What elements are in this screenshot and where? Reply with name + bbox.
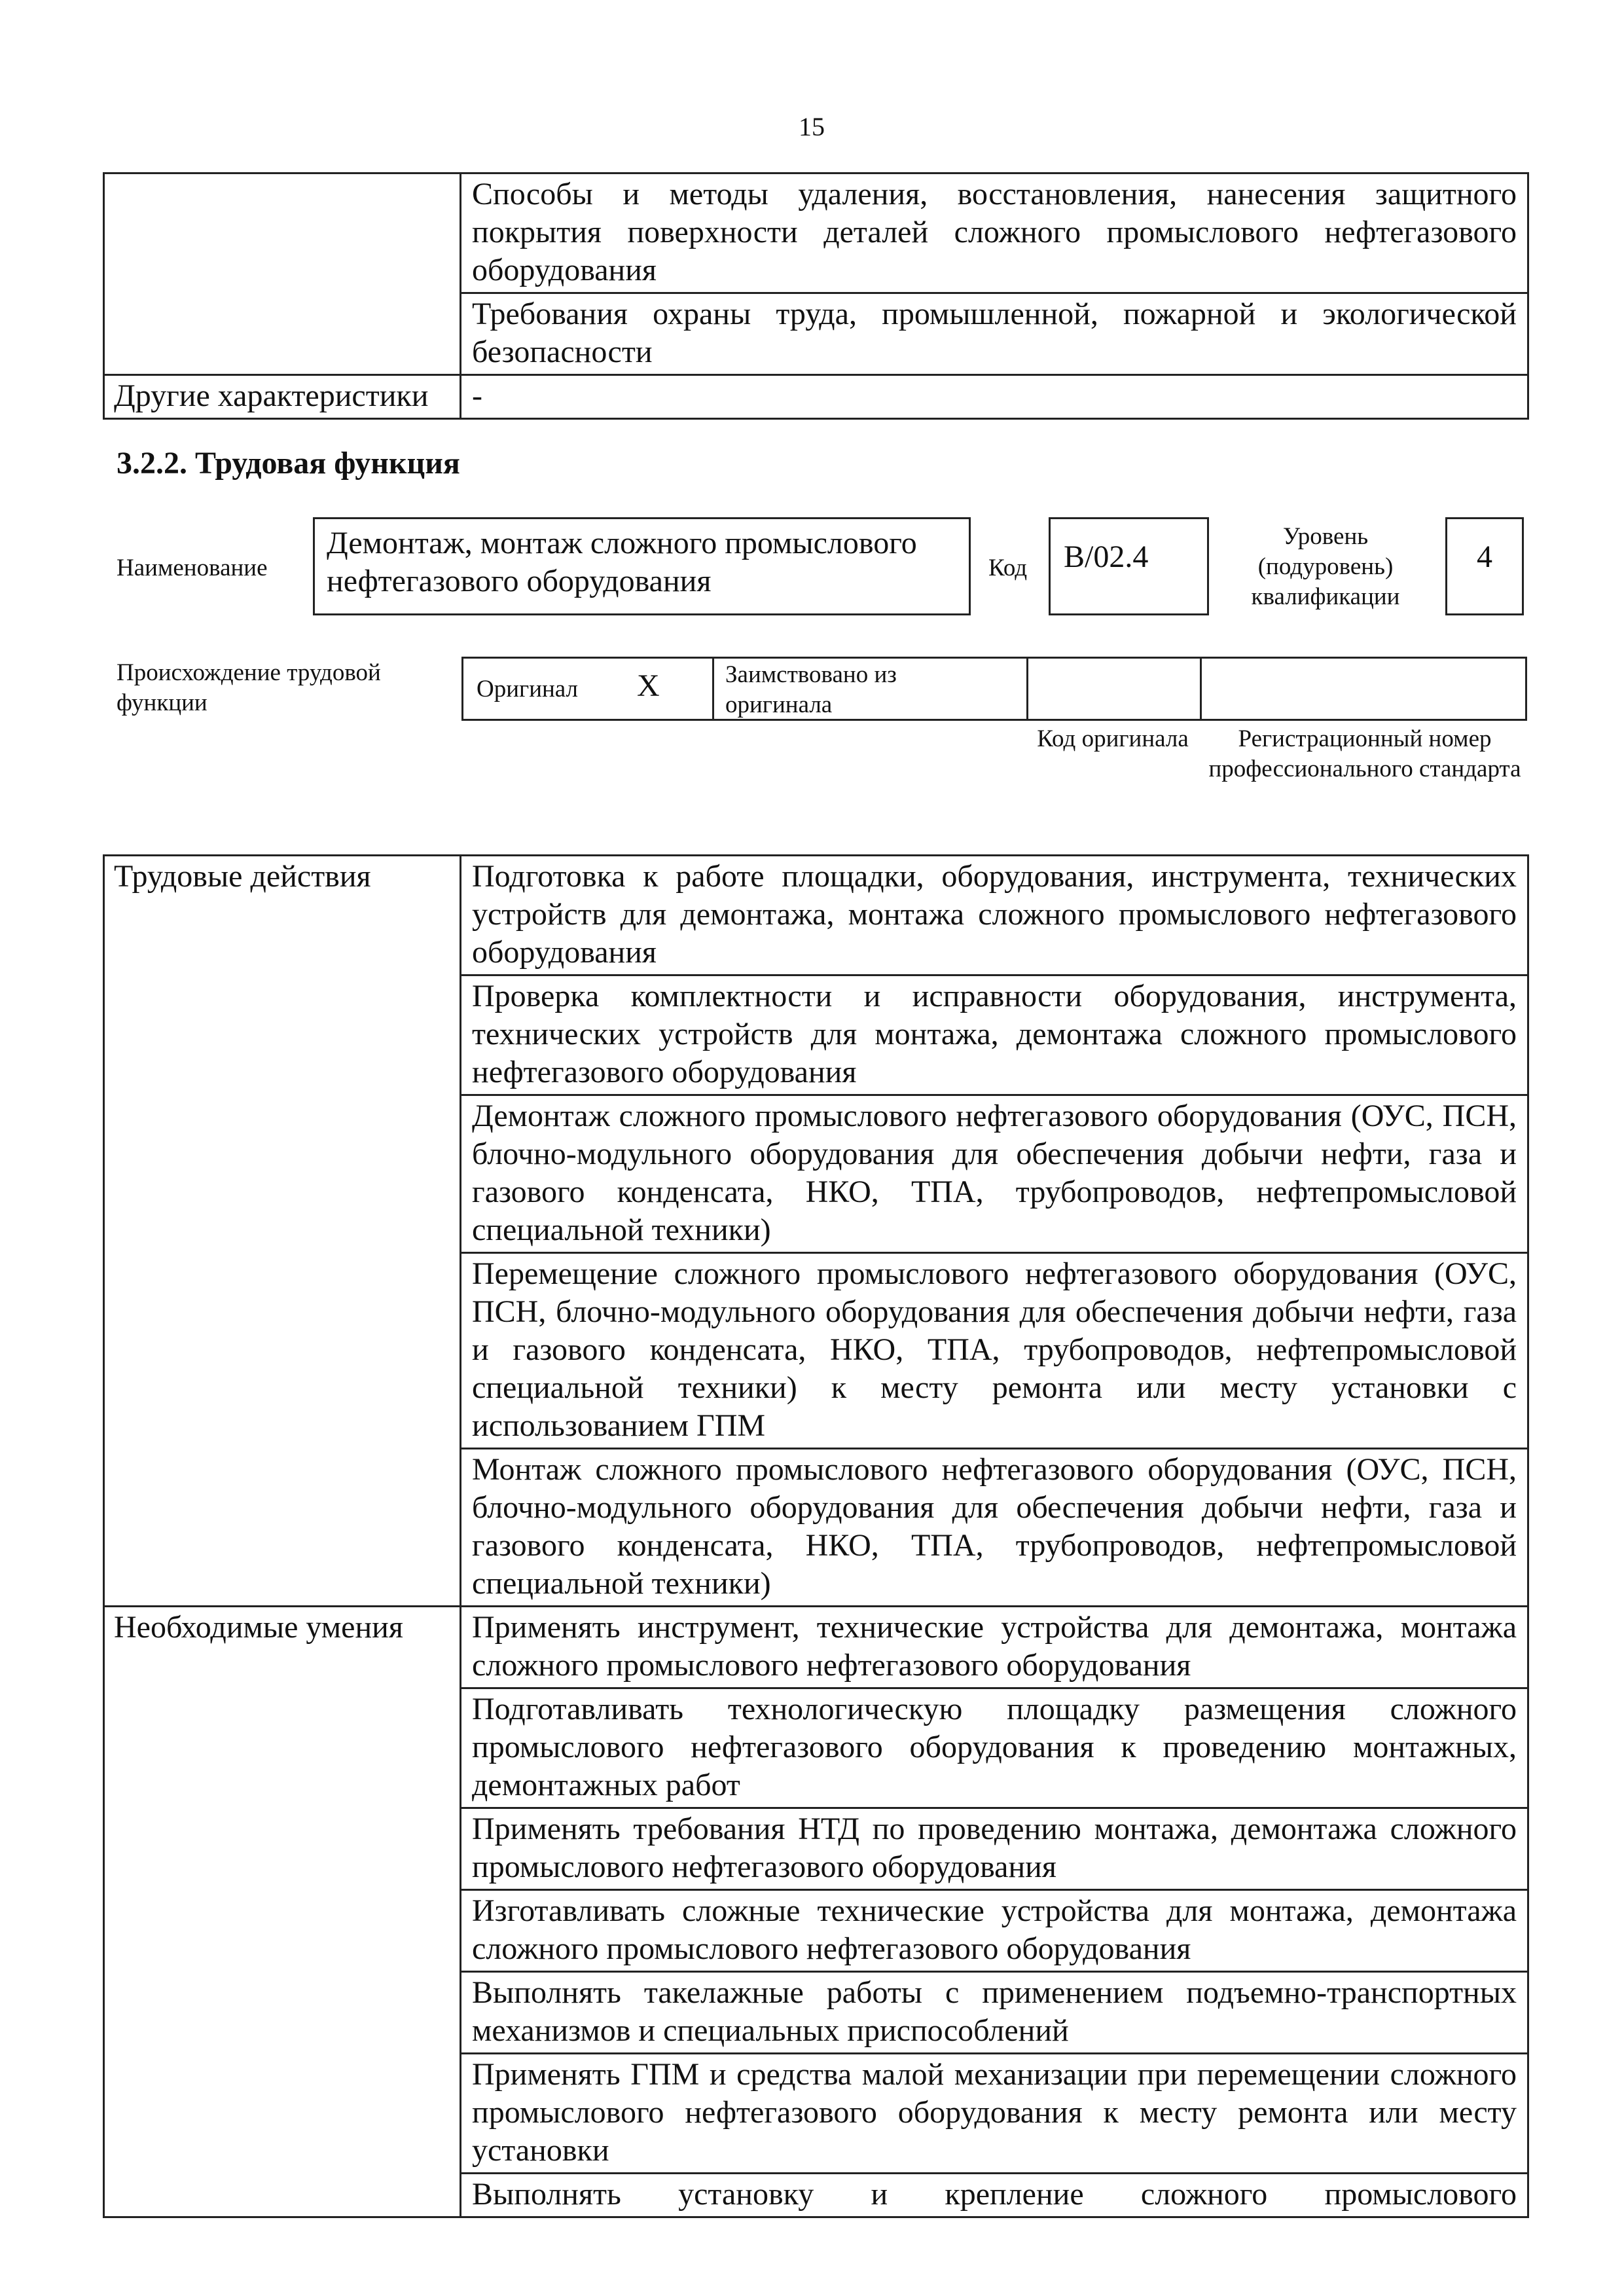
skill-row: Применять требования НТД по проведению монтажа, демонтажа сложного промыслового нефтегазового оборудования xyxy=(461,1808,1528,1890)
skills-label: Необходимые умения xyxy=(104,1607,461,2217)
origin-divider xyxy=(712,659,714,719)
level-value: 4 xyxy=(1477,539,1492,574)
skill-row: Выполнять установку и крепление сложного промыслового xyxy=(461,2174,1528,2217)
skill-row: Изготавливать сложные технические устройства для монтажа, демонтажа сложного промыслового нефтегазового оборудования xyxy=(461,1890,1528,1972)
level-label: Уровень (подуровень) квалификации xyxy=(1251,523,1400,610)
name-label: Наименование xyxy=(117,555,268,581)
knowledge-row: Способы и методы удаления, восстановления, нанесения защитного покрытия поверхности деталей сложного промыслового нефтегазового оборудования xyxy=(461,173,1528,293)
skill-row: Применять ГПМ и средства малой механизации при перемещении сложного промыслового нефтегазового оборудования к месту ремонта или месту установки xyxy=(461,2054,1528,2174)
labor-action-row: Перемещение сложного промыслового нефтегазового оборудования (ОУС, ПСН, блочно-модульного оборудования для обеспечения добычи нефти, газа и газового конденсата, НКО, ТПА, трубопроводов, нефтепромысловой специальной техники) к месту ремонта или месту установки с использованием ГПМ xyxy=(461,1253,1528,1449)
skill-row: Выполнять такелажные работы с применением подъемно-транспортных механизмов и специальных приспособлений xyxy=(461,1972,1528,2054)
page-number: 15 xyxy=(799,112,825,141)
function-table xyxy=(103,854,1529,2218)
original-label: Оригинал xyxy=(477,676,579,702)
other-characteristics-value: - xyxy=(461,375,1528,419)
function-code-box xyxy=(1049,517,1209,615)
origin-divider xyxy=(1200,659,1202,719)
function-name-value: Демонтаж, монтаж сложного промыслового нефтегазового оборудования xyxy=(327,526,917,598)
skill-row: Подготавливать технологическую площадку размещения сложного промыслового нефтегазового оборудования к проведению монтажных, демонтажных работ xyxy=(461,1688,1528,1808)
origin-label: Происхождение трудовой функции xyxy=(117,659,381,716)
level-box xyxy=(1445,517,1524,615)
labor-action-row: Демонтаж сложного промыслового нефтегазового оборудования (ОУС, ПСН, блочно-модульного оборудования для обеспечения добычи нефти, газа и газового конденсата, НКО, ТПА, трубопроводов, нефтепромысловой специальной техники) xyxy=(461,1095,1528,1253)
code-label: Код xyxy=(988,555,1028,581)
empty-label-cell xyxy=(104,173,461,375)
origin-divider xyxy=(1026,659,1028,719)
code-caption: Код оригинала xyxy=(1037,725,1189,752)
labor-action-row: Проверка комплектности и исправности оборудования, инструмента, технических устройств для монтажа, демонтажа сложного промыслового нефтегазового оборудования xyxy=(461,975,1528,1095)
other-characteristics-label: Другие характеристики xyxy=(104,375,461,419)
borrowed-label: Заимствовано из оригинала xyxy=(725,661,897,718)
original-mark: X xyxy=(637,668,660,703)
reg-number-caption: Регистрационный номер профессионального стандарта xyxy=(1208,725,1521,782)
continuation-table xyxy=(103,172,1529,420)
labor-action-row: Монтаж сложного промыслового нефтегазового оборудования (ОУС, ПСН, блочно-модульного оборудования для обеспечения добычи нефти, газа и газового конденсата, НКО, ТПА, трубопроводов, нефтепромысловой специальной техники) xyxy=(461,1449,1528,1607)
knowledge-row: Требования охраны труда, промышленной, пожарной и экологической безопасности xyxy=(461,293,1528,375)
labor-action-row: Подготовка к работе площадки, оборудования, инструмента, технических устройств для демонтажа, монтажа сложного промыслового нефтегазового оборудования xyxy=(461,856,1528,975)
function-code-value: B/02.4 xyxy=(1064,539,1149,574)
function-name-box xyxy=(313,517,971,615)
skill-row: Применять инструмент, технические устройства для демонтажа, монтажа сложного промыслового нефтегазового оборудования xyxy=(461,1607,1528,1688)
labor-actions-label: Трудовые действия xyxy=(104,856,461,1607)
section-heading: 3.2.2. Трудовая функция xyxy=(117,446,460,481)
origin-table xyxy=(461,657,1527,721)
